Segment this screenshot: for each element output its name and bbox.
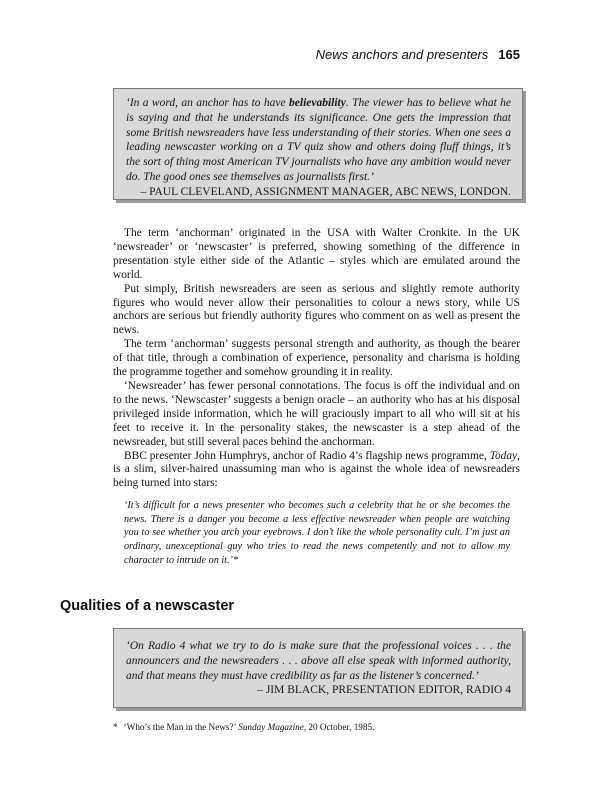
pull-quote-box-cleveland [113,88,523,200]
footnote-publication: Sunday Magazine [238,722,304,732]
page-number: 165 [498,47,520,62]
pull-quote-text-part: ‘In a word, an anchor has to have [126,97,290,109]
footnote-text: ‘Who’s the Man in the News?’ [123,722,239,732]
paragraph: The term ‘anchorman’ suggests personal strength and authority, as though the bearer of that title, through a combination of experience, personality and charisma is holding the programme together and somehow grounding it in reality. [113,338,520,379]
footnote [113,722,374,732]
paragraph: ‘Newsreader’ has fewer personal connotations. The focus is off the individual and on to the news. ‘Newscaster’ suggests a benign oracle – an authority who has at his disposal privileged inside information, which he will graciously impart to all who will sit at his feet to receive it. In the personality stakes, the newscaster is a step ahead of the newsreader, but still several paces behind the anchorman. [113,379,520,448]
paragraph-humphrys [113,450,520,492]
pull-quote-text-part: . The viewer has to believe what he is saying and that he understands its significance. One gets the impression that some British newsreaders have less understanding of their stories. When one sees a leading newscaster working on a TV quiz show and others doing fluff things, it’s the sort of thing most American TV journalists who have any ambition would never do. The good ones see themselves as journalists first.’ [126,97,511,183]
pull-quote-text [126,96,511,185]
footnote-marker: * [113,722,118,732]
block-quote-humphrys: ‘It’s difficult for a news presenter who becomes such a celebrity that he or she becomes the news. There is a danger you become a less effective newsreader when people are watching you to see whether you arch your eyebrows. I don’t like the whole personality cult. I’m just an ordinary, unexceptional guy who tries to read the news competently and not to allow my character to intrude on it.’* [124,500,510,566]
footnote-text: , 20 October, 1985. [303,722,375,732]
programme-title: Today [489,449,518,462]
pull-quote-text: ‘On Radio 4 what we try to do is make sure that the professional voices . . . the announcers and the newsreaders . . . above all else speak with informed authority, and that means they must have credibility as far as the listener’s concerned.’ [126,640,511,682]
paragraph-part: BBC presenter John Humphrys, anchor of Radio 4’s flagship news programme, [124,449,490,462]
pull-quote-attribution: – JIM BLACK, PRESENTATION EDITOR, RADIO 4 [257,684,511,697]
pull-quote-emphasis: believability [289,97,346,109]
section-heading: Qualities of a newscaster [60,598,235,614]
body-text [113,227,520,491]
paragraph: The term ‘anchorman’ originated in the USA with Walter Cronkite. In the UK ‘newsreader’ or ‘newscaster’ is preferred, showing something of the difference in presentation style either side of the Atlantic – styles which are emulated around the world. [113,227,520,281]
running-head [316,47,520,62]
paragraph-part: , is a slim, silver-haired unassuming man who is against the whole idea of newsreaders being turned into stars: [113,449,520,490]
pull-quote-attribution: – PAUL CLEVELAND, ASSIGNMENT MANAGER, ABC NEWS, LONDON. [140,185,511,198]
pull-quote-box-black [113,628,523,708]
paragraph: Put simply, British newsreaders are seen as serious and slightly remote authority figures who would never allow their personalities to colour a news story, while US anchors are serious but friendly authority figures who comment on as well as present the news. [113,282,520,337]
running-head-title: News anchors and presenters [315,47,489,62]
